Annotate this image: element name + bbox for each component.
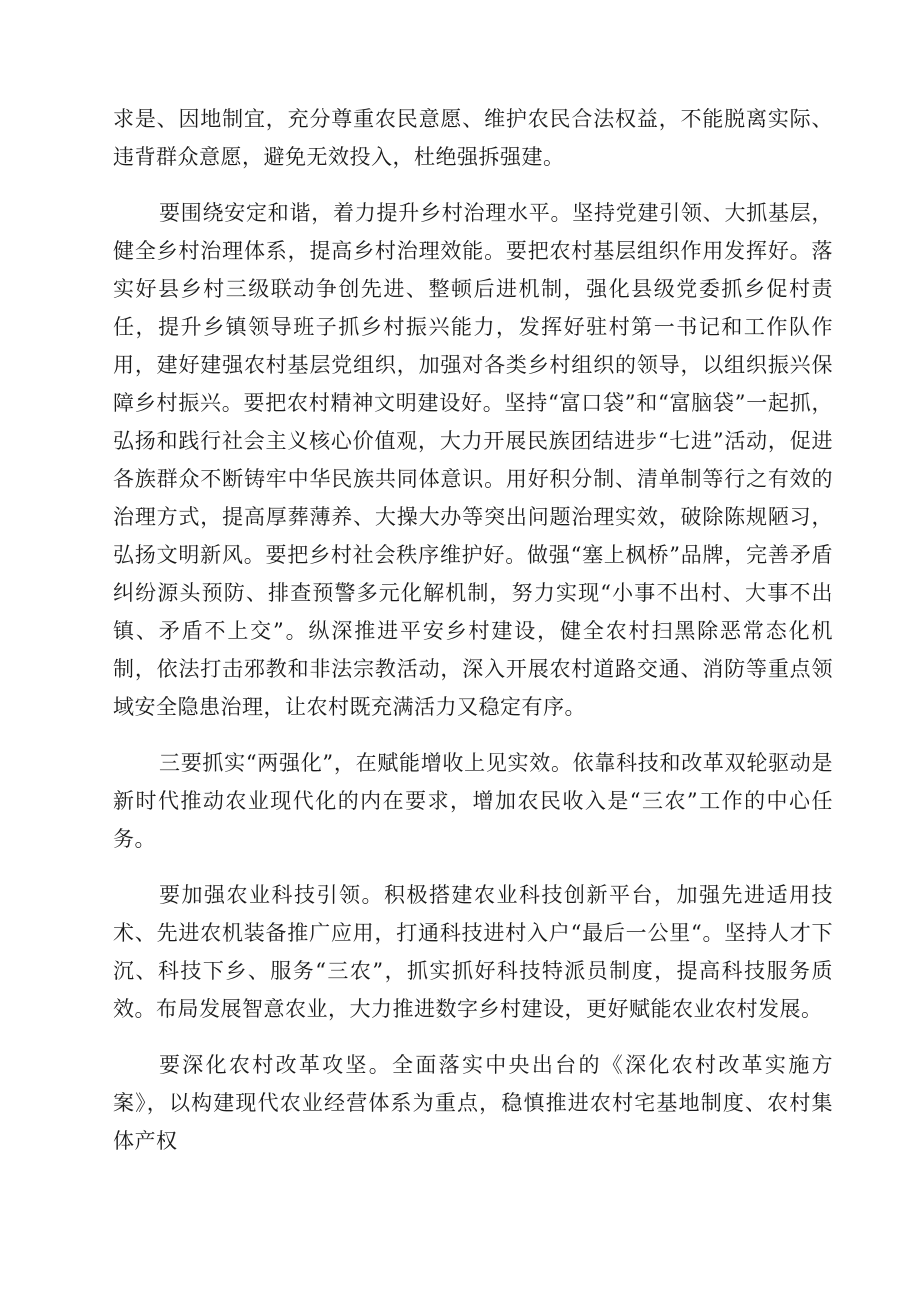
paragraph-rural-governance: 要围绕安定和谐，着力提升乡村治理水平。坚持党建引领、大抓基层，健全乡村治理体系，提高乡村治理效能。要把农村基层组织作用发挥好。落实好县乡村三级联动争创先进、整顿后进机制，强化县级党委抓乡促村责任，提升乡镇领导班子抓乡村振兴能力，发挥好驻村第一书记和工作队作用，建好建强农村基层党组织，加强对各类乡村组织的领导，以组织振兴保障乡村振兴。要把农村精神文明建设好。坚持“富口袋”和“富脑袋”一起抓，弘扬和践行社会主义核心价值观，大力开展民族团结进步“七进”活动，促进各族群众不断铸牢中华民族共同体意识。用好积分制、清单制等行之有效的治理方式，提高厚葬薄养、大操大办等突出问题治理实效，破除陈规陋习，弘扬文明新风。要把乡村社会秩序维护好。做强“塞上枫桥”品牌，完善矛盾纠纷源头预防、排查预警多元化解机制，努力实现“小事不出村、大事不出镇、矛盾不上交”。纵深推进平安乡村建设，健全农村扫黑除恶常态化机制，依法打击邪教和非法宗教活动，深入开展农村道路交通、消防等重点领域安全隐患治理，让农村既充满活力又稳定有序。 <box>113 201 833 719</box>
document-body <box>113 100 833 1160</box>
paragraph-continuation: 求是、因地制宜，充分尊重农民意愿、维护农民合法权益，不能脱离实际、违背群众意愿，避免无效投入，杜绝强拆强建。 <box>113 107 833 169</box>
paragraph-rural-reform: 要深化农村改革攻坚。全面落实中央出台的《深化农村改革实施方案》，以构建现代农业经营体系为重点，稳慎推进农村宅基地制度、农村集体产权 <box>113 1053 833 1153</box>
paragraph-two-strengthen: 三要抓实“两强化”，在赋能增收上见实效。依靠科技和改革双轮驱动是新时代推动农业现代化的内在要求，增加农民收入是“三农”工作的中心任务。 <box>113 751 833 851</box>
paragraph-agri-tech: 要加强农业科技引领。积极搭建农业科技创新平台，加强先进适用技术、先进农机装备推广应用，打通科技进村入户“最后一公里“。坚持人才下沉、科技下乡、服务“三农”，抓实抓好科技特派员制度，提高科技服务质效。布局发展智意农业，大力推进数字乡村建设，更好赋能农业农村发展。 <box>113 883 833 1021</box>
